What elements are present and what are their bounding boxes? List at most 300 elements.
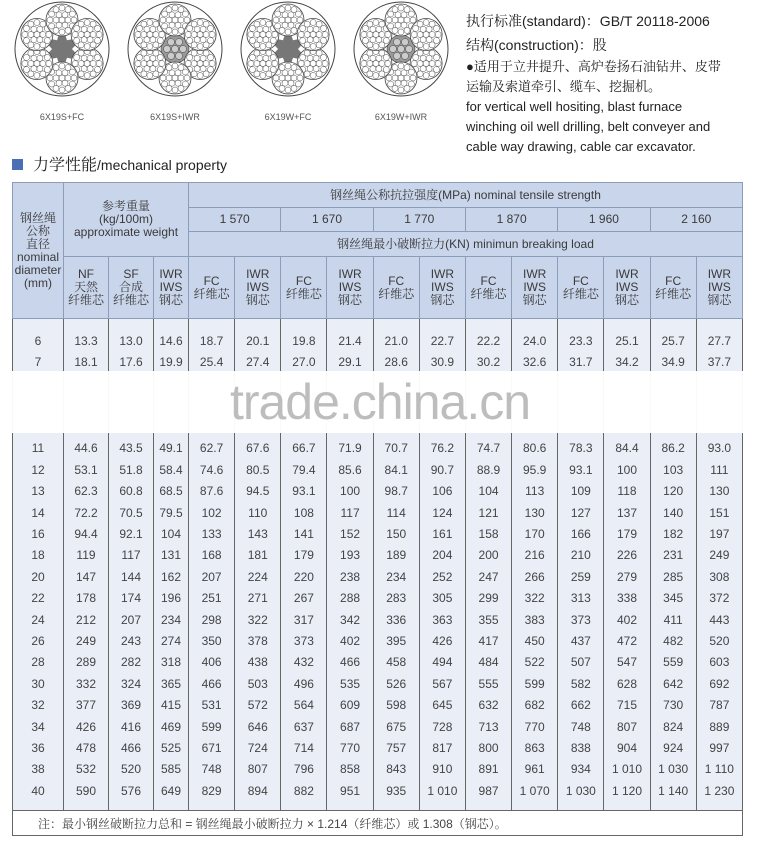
value-cell: 58.4 (154, 459, 189, 480)
iwr-subheader (327, 257, 373, 319)
value-cell: 1 070 (512, 780, 558, 801)
value-cell: 247 (465, 566, 511, 587)
value-cell: 220 (281, 566, 327, 587)
value-cell: 1 010 (604, 759, 650, 780)
value-cell: 30.9 (419, 351, 465, 372)
table-row (13, 694, 743, 715)
spacer-row (13, 801, 743, 811)
spacer-cell (696, 801, 742, 811)
value-cell: 863 (512, 737, 558, 758)
value-cell: 32.6 (512, 351, 558, 372)
value-cell: 189 (373, 545, 419, 566)
value-cell: 131 (154, 545, 189, 566)
value-cell: 78.3 (558, 438, 604, 459)
value-cell: 336 (373, 609, 419, 630)
value-cell: 796 (281, 759, 327, 780)
value-cell: 411 (650, 609, 696, 630)
value-cell: 179 (281, 545, 327, 566)
value-cell: 25.7 (650, 330, 696, 351)
usage-en-line: winching oil well drilling, belt conveyer and (466, 119, 711, 134)
value-cell: 317 (281, 609, 327, 630)
value-cell: 178 (64, 588, 109, 609)
value-cell: 526 (373, 673, 419, 694)
table-row (13, 438, 743, 459)
value-cell: 20.1 (235, 330, 281, 351)
value-cell: 30.2 (465, 351, 511, 372)
value-cell: 603 (696, 652, 742, 673)
diameter-cell: 32 (13, 694, 64, 715)
value-cell: 961 (512, 759, 558, 780)
standard-text: 执行标准(standard)：GB/T 20118-2006 (466, 13, 710, 29)
value-cell: 522 (512, 652, 558, 673)
value-cell: 43.5 (109, 438, 154, 459)
value-cell: 687 (327, 716, 373, 737)
value-cell: 34.2 (604, 351, 650, 372)
value-cell: 93.1 (558, 459, 604, 480)
header-line: 纤维芯 (193, 286, 230, 301)
value-cell: 108 (281, 502, 327, 523)
header-line: IWS (431, 280, 454, 294)
value-cell: 34.9 (650, 351, 696, 372)
value-cell: 567 (419, 673, 465, 694)
spacer-cell (465, 801, 511, 811)
value-cell: 133 (189, 523, 235, 544)
value-cell: 271 (235, 588, 281, 609)
value-cell: 472 (604, 630, 650, 651)
diameter-cell: 38 (13, 759, 64, 780)
value-cell: 1 110 (696, 759, 742, 780)
header-line: 钢芯 (614, 293, 639, 307)
value-cell: 406 (189, 652, 235, 673)
value-cell: 147 (64, 566, 109, 587)
header-line: 钢芯 (245, 293, 270, 307)
value-cell: 212 (64, 609, 109, 630)
value-cell: 997 (696, 737, 742, 758)
diameter-cell: 24 (13, 609, 64, 630)
table-row (13, 351, 743, 372)
value-cell: 402 (327, 630, 373, 651)
value-cell: 585 (154, 759, 189, 780)
value-cell: 143 (235, 523, 281, 544)
spacer-cell (419, 319, 465, 331)
value-cell: 174 (109, 588, 154, 609)
value-cell: 1 140 (650, 780, 696, 801)
value-cell: 74.7 (465, 438, 511, 459)
value-cell: 238 (327, 566, 373, 587)
spacer-cell (512, 801, 558, 811)
value-cell: 140 (650, 502, 696, 523)
rope-label: 6X19S+FC (39, 112, 85, 122)
value-cell: 282 (109, 652, 154, 673)
section-title-en: /mechanical property (97, 157, 227, 173)
value-cell: 332 (64, 673, 109, 694)
value-cell: 299 (465, 588, 511, 609)
iwr-subheader (235, 257, 281, 319)
spacer-cell (696, 319, 742, 331)
value-cell: 95.9 (512, 459, 558, 480)
value-cell: 478 (64, 737, 109, 758)
header-line: FC (388, 273, 405, 288)
value-cell: 373 (281, 630, 327, 651)
value-cell: 70.7 (373, 438, 419, 459)
value-cell: 458 (373, 652, 419, 673)
header-line: 钢芯 (159, 293, 184, 307)
note-row (13, 811, 743, 836)
diameter-header (13, 183, 64, 319)
spacer-cell (650, 319, 696, 331)
value-cell: 373 (558, 609, 604, 630)
watermark: trade.china.cn (0, 371, 760, 433)
header-line: IWR (615, 267, 639, 281)
value-cell: 377 (64, 694, 109, 715)
value-cell: 196 (154, 588, 189, 609)
value-cell: 80.6 (512, 438, 558, 459)
value-cell: 645 (419, 694, 465, 715)
construction-text: 结构(construction)：股 (466, 37, 607, 53)
value-cell: 29.1 (327, 351, 373, 372)
value-cell: 25.4 (189, 351, 235, 372)
value-cell: 162 (154, 566, 189, 587)
diameter-cell: 14 (13, 502, 64, 523)
value-cell: 216 (512, 545, 558, 566)
value-cell: 137 (604, 502, 650, 523)
value-cell: 285 (650, 566, 696, 587)
header-line: 纤维芯 (470, 286, 507, 301)
value-cell: 84.1 (373, 459, 419, 480)
spacer-cell (558, 801, 604, 811)
value-cell: 87.6 (189, 481, 235, 502)
value-cell: 100 (327, 481, 373, 502)
value-cell: 103 (650, 459, 696, 480)
value-cell: 632 (465, 694, 511, 715)
spacer-cell (13, 801, 64, 811)
value-cell: 824 (650, 716, 696, 737)
value-cell: 181 (235, 545, 281, 566)
spacer-cell (64, 801, 109, 811)
value-cell: 1 010 (419, 780, 465, 801)
value-cell: 365 (154, 673, 189, 694)
header-line: SF (123, 267, 139, 281)
value-cell: 234 (373, 566, 419, 587)
table-row (13, 673, 743, 694)
rope-cross-section-icon (12, 0, 112, 100)
rope-diagram (12, 0, 112, 130)
value-cell: 60.8 (109, 481, 154, 502)
value-cell: 469 (154, 716, 189, 737)
rope-label: 6X19W+IWR (374, 112, 428, 122)
iwr-subheader (604, 257, 650, 319)
value-cell: 535 (327, 673, 373, 694)
value-cell: 200 (465, 545, 511, 566)
value-cell: 770 (327, 737, 373, 758)
value-cell: 150 (373, 523, 419, 544)
header-line: IWS (159, 280, 183, 294)
value-cell: 770 (512, 716, 558, 737)
value-cell: 23.3 (558, 330, 604, 351)
value-cell: 987 (465, 780, 511, 801)
value-cell: 74.6 (189, 459, 235, 480)
value-cell: 168 (189, 545, 235, 566)
breaking-load-header: 钢丝绳最小破断拉力(KN) minimun breaking load (189, 232, 743, 257)
value-cell: 807 (604, 716, 650, 737)
value-cell: 94.5 (235, 481, 281, 502)
value-cell: 197 (696, 523, 742, 544)
header-line: IWR (159, 267, 183, 281)
value-cell: 141 (281, 523, 327, 544)
value-cell: 71.9 (327, 438, 373, 459)
value-cell: 1 230 (696, 780, 742, 801)
value-cell: 210 (558, 545, 604, 566)
value-cell: 76.2 (419, 438, 465, 459)
value-cell: 559 (650, 652, 696, 673)
value-cell: 724 (235, 737, 281, 758)
value-cell: 350 (189, 630, 235, 651)
value-cell: 817 (419, 737, 465, 758)
header-line: IWR (523, 267, 547, 281)
table-row (13, 459, 743, 480)
value-cell: 252 (419, 566, 465, 587)
fc-subheader (650, 257, 696, 319)
value-cell: 110 (235, 502, 281, 523)
header-line: diameter (14, 262, 62, 277)
value-cell: 807 (235, 759, 281, 780)
value-cell: 21.4 (327, 330, 373, 351)
value-cell: 484 (465, 652, 511, 673)
header-line: IWR (246, 267, 270, 281)
header-line: 纤维芯 (67, 293, 104, 307)
value-cell: 308 (696, 566, 742, 587)
value-cell: 117 (327, 502, 373, 523)
value-cell: 24.0 (512, 330, 558, 351)
value-cell: 288 (327, 588, 373, 609)
diameter-cell: 18 (13, 545, 64, 566)
spacer-cell (154, 319, 189, 331)
value-cell: 283 (373, 588, 419, 609)
grade-header: 1 670 (281, 208, 373, 232)
value-cell: 598 (373, 694, 419, 715)
value-cell: 642 (650, 673, 696, 694)
value-cell: 437 (558, 630, 604, 651)
spacer-cell (604, 319, 650, 331)
spacer-cell (189, 319, 235, 331)
value-cell: 843 (373, 759, 419, 780)
value-cell: 18.7 (189, 330, 235, 351)
value-cell: 363 (419, 609, 465, 630)
rope-cross-section-icon (125, 0, 225, 100)
fc-subheader (558, 257, 604, 319)
header-line: IWS (708, 280, 731, 294)
value-cell: 322 (235, 609, 281, 630)
value-cell: 415 (154, 694, 189, 715)
value-cell: 395 (373, 630, 419, 651)
value-cell: 193 (327, 545, 373, 566)
table-row (13, 759, 743, 780)
value-cell: 416 (109, 716, 154, 737)
value-cell: 93.1 (281, 481, 327, 502)
value-cell: 79.4 (281, 459, 327, 480)
value-cell: 14.6 (154, 330, 189, 351)
header-line: 纤维芯 (112, 293, 149, 307)
rope-diagram (238, 0, 338, 130)
value-cell: 951 (327, 780, 373, 801)
value-cell: 166 (558, 523, 604, 544)
value-cell: 251 (189, 588, 235, 609)
diameter-cell: 12 (13, 459, 64, 480)
header-line: 钢丝绳 (19, 210, 56, 225)
value-cell: 80.5 (235, 459, 281, 480)
value-cell: 599 (512, 673, 558, 694)
header-line: (kg/100m) (98, 212, 154, 226)
value-cell: 53.1 (64, 459, 109, 480)
value-cell: 590 (64, 780, 109, 801)
value-cell: 118 (604, 481, 650, 502)
header-line: IWS (615, 280, 639, 294)
value-cell: 88.9 (465, 459, 511, 480)
header-line: IWR (430, 267, 455, 281)
value-cell: 106 (419, 481, 465, 502)
header-line: FC (665, 273, 682, 288)
value-cell: 72.2 (64, 502, 109, 523)
header-line: (mm) (24, 275, 52, 290)
header-line: nominal (16, 249, 60, 264)
value-cell: 662 (558, 694, 604, 715)
value-cell: 646 (235, 716, 281, 737)
value-cell: 100 (604, 459, 650, 480)
table-row (13, 630, 743, 651)
header-line: 纤维芯 (378, 286, 415, 301)
header-line: 钢芯 (707, 293, 732, 307)
spacer-cell (327, 801, 373, 811)
table-row (13, 545, 743, 566)
value-cell: 313 (558, 588, 604, 609)
value-cell: 692 (696, 673, 742, 694)
value-cell: 226 (604, 545, 650, 566)
value-cell: 66.7 (281, 438, 327, 459)
value-cell: 882 (281, 780, 327, 801)
value-cell: 482 (650, 630, 696, 651)
value-cell: 748 (189, 759, 235, 780)
spacer-cell (373, 801, 419, 811)
value-cell: 609 (327, 694, 373, 715)
grade-header: 1 770 (373, 208, 465, 232)
diameter-cell: 30 (13, 673, 64, 694)
value-cell: 44.6 (64, 438, 109, 459)
value-cell: 934 (558, 759, 604, 780)
value-cell: 555 (465, 673, 511, 694)
value-cell: 443 (696, 609, 742, 630)
spacer-cell (558, 319, 604, 331)
usage-cn-line: ●适用于立井提升、高炉卷扬石油钻井、皮带 (466, 59, 721, 74)
value-cell: 547 (604, 652, 650, 673)
value-cell: 714 (281, 737, 327, 758)
header-line: 钢芯 (522, 293, 547, 307)
value-cell: 28.6 (373, 351, 419, 372)
value-cell: 466 (109, 737, 154, 758)
value-cell: 22.7 (419, 330, 465, 351)
value-cell: 62.7 (189, 438, 235, 459)
value-cell: 355 (465, 609, 511, 630)
value-cell: 104 (154, 523, 189, 544)
value-cell: 787 (696, 694, 742, 715)
value-cell: 144 (109, 566, 154, 587)
header-line: 直径 (25, 236, 50, 251)
usage-en-line: for vertical well hositing, blast furnace (466, 99, 683, 114)
value-cell: 1 030 (558, 780, 604, 801)
header-line: 天然 (73, 280, 98, 294)
value-cell: 70.5 (109, 502, 154, 523)
value-cell: 207 (109, 609, 154, 630)
value-cell: 318 (154, 652, 189, 673)
section-heading (12, 152, 227, 175)
value-cell: 124 (419, 502, 465, 523)
value-cell: 675 (373, 716, 419, 737)
table-row (13, 523, 743, 544)
value-cell: 730 (650, 694, 696, 715)
value-cell: 383 (512, 609, 558, 630)
value-cell: 910 (419, 759, 465, 780)
value-cell: 894 (235, 780, 281, 801)
header-line: FC (572, 273, 589, 288)
value-cell: 90.7 (419, 459, 465, 480)
value-cell: 130 (696, 481, 742, 502)
table-row (13, 588, 743, 609)
value-cell: 298 (189, 609, 235, 630)
value-cell: 426 (419, 630, 465, 651)
spacer-cell (109, 801, 154, 811)
header-line: 钢芯 (430, 293, 455, 307)
value-cell: 84.4 (604, 438, 650, 459)
value-cell: 671 (189, 737, 235, 758)
diameter-cell: 40 (13, 780, 64, 801)
value-cell: 417 (465, 630, 511, 651)
value-cell: 800 (465, 737, 511, 758)
value-cell: 249 (64, 630, 109, 651)
fc-subheader (281, 257, 327, 319)
header-line: FC (480, 273, 497, 288)
usage-en-line: cable way drawing, cable car excavator. (466, 139, 696, 154)
value-cell: 92.1 (109, 523, 154, 544)
value-cell: 496 (281, 673, 327, 694)
value-cell: 628 (604, 673, 650, 694)
diameter-cell: 28 (13, 652, 64, 673)
weight-subheader (109, 257, 154, 319)
value-cell: 22.2 (465, 330, 511, 351)
table-row (13, 609, 743, 630)
value-cell: 19.9 (154, 351, 189, 372)
diameter-cell: 13 (13, 481, 64, 502)
fc-subheader (189, 257, 235, 319)
diameter-cell: 20 (13, 566, 64, 587)
spacer-cell (419, 801, 465, 811)
value-cell: 924 (650, 737, 696, 758)
spacer-row (13, 319, 743, 331)
value-cell: 338 (604, 588, 650, 609)
rope-cross-section-icon (238, 0, 338, 100)
value-cell: 757 (373, 737, 419, 758)
table-row (13, 566, 743, 587)
diameter-cell: 36 (13, 737, 64, 758)
spacer-cell (235, 801, 281, 811)
value-cell: 151 (696, 502, 742, 523)
header-line: IWR (707, 267, 732, 281)
value-cell: 117 (109, 545, 154, 566)
weight-header (64, 183, 189, 257)
value-cell: 345 (650, 588, 696, 609)
value-cell: 572 (235, 694, 281, 715)
value-cell: 450 (512, 630, 558, 651)
value-cell: 93.0 (696, 438, 742, 459)
value-cell: 289 (64, 652, 109, 673)
